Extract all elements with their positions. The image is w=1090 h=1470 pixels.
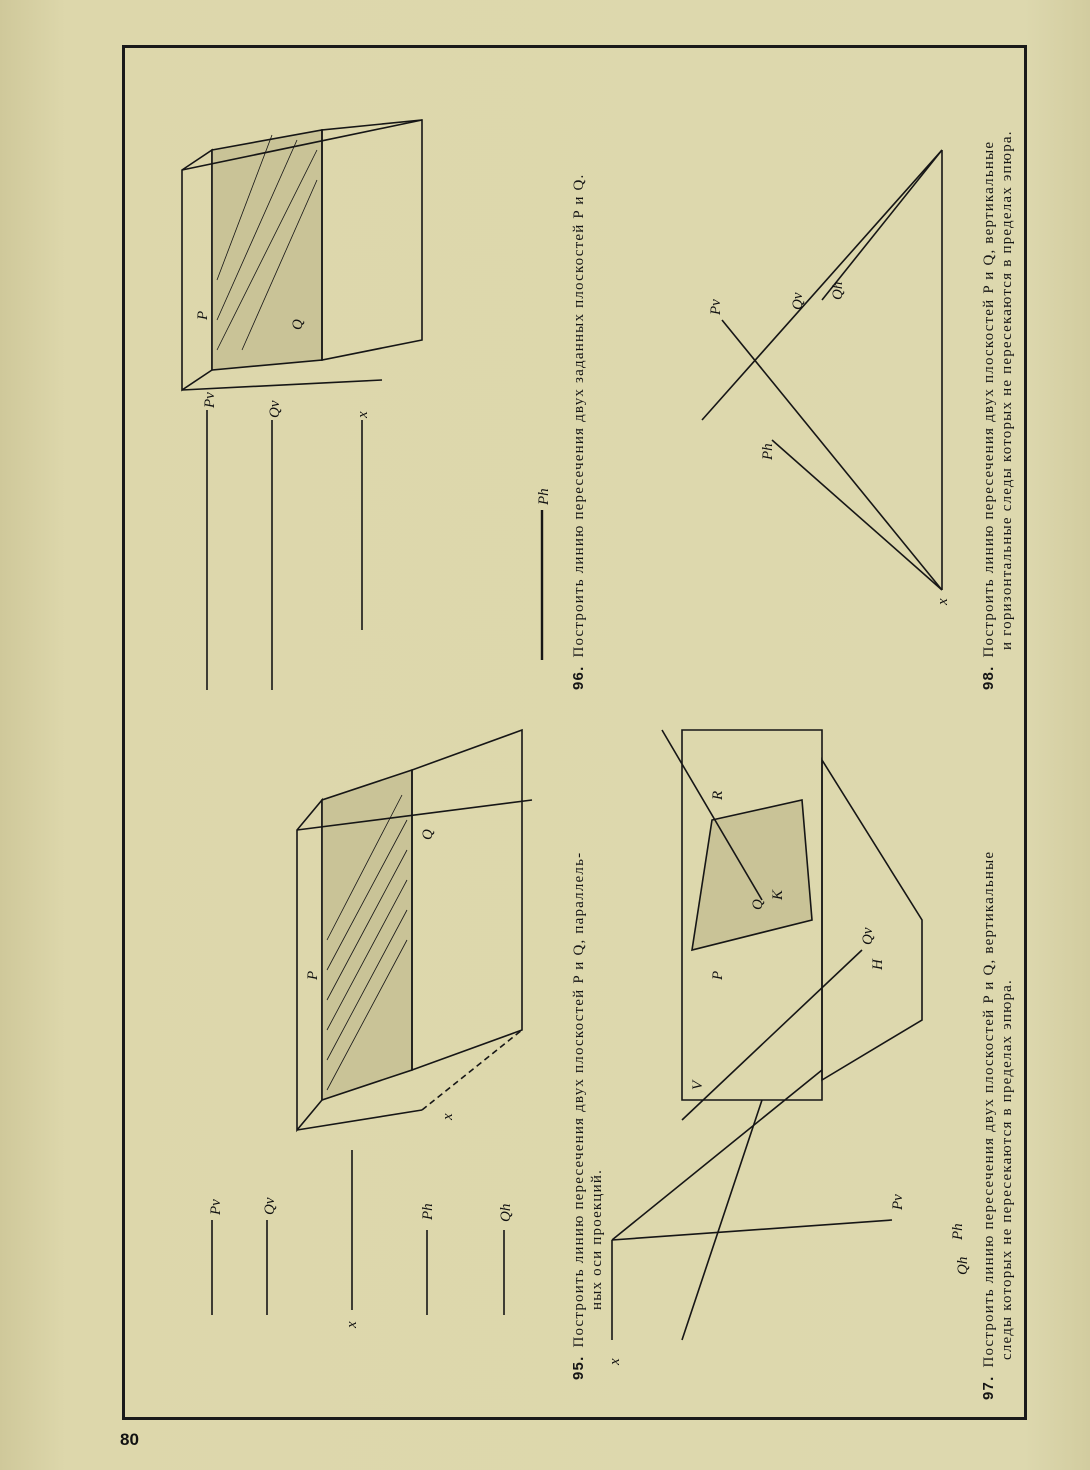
fig98-qv-label: Qv (790, 292, 806, 310)
fig96-x-label: x (355, 411, 371, 418)
fig97-qv-label: Qv (860, 927, 876, 945)
fig97-pv-label: Pv (890, 1194, 906, 1210)
fig96-pv-label: Pv (202, 392, 218, 408)
caption-98-number: 98. (980, 665, 997, 690)
fig95-traces (212, 1150, 504, 1315)
caption-96-line1: Построить линию пересечения двух заданных плоскостей P и Q. (571, 173, 587, 658)
fig96-traces (207, 410, 542, 690)
fig96-p-label: P (195, 310, 211, 320)
fig95-pv-label: Pv (208, 1199, 224, 1215)
fig97-solid (662, 730, 922, 1100)
caption-95-line2: ных оси проекций. (589, 1168, 605, 1310)
caption-97-line1: Построить линию пересечения двух плоскостей P и Q, вертикальные (981, 850, 997, 1368)
caption-98 (980, 130, 1016, 690)
fig97-x-label: x (607, 1358, 623, 1365)
caption-98-line2: и горизонтальные следы которых не пересекаются в пределах эпюра. (999, 130, 1015, 650)
fig97-q-label: Q (750, 899, 766, 910)
caption-95 (570, 852, 606, 1380)
caption-97-line2: следы которых не пересекаются в пределах эпюра. (999, 979, 1015, 1360)
page-number: 80 (120, 1430, 139, 1449)
fig95-x-label: x (344, 1321, 360, 1328)
fig97-qh-label: Qh (955, 1256, 971, 1275)
fig98-epure (702, 150, 942, 590)
caption-97-number: 97. (980, 1375, 997, 1400)
fig97-h-label: H (870, 959, 886, 970)
fig97-epure (612, 950, 892, 1340)
fig97-v-label: V (690, 1080, 706, 1090)
rotated-content (122, 45, 1027, 1420)
caption-97 (980, 851, 1016, 1400)
fig97-p-label: P (710, 970, 726, 980)
fig97-r-label: R (710, 790, 726, 800)
fig95-x2-label: x (440, 1113, 456, 1120)
caption-96 (570, 174, 588, 691)
fig95-ph-label: Ph (420, 1203, 436, 1220)
fig97-ph-label: Ph (950, 1223, 966, 1240)
caption-95-line1: Построить линию пересечения двух плоскостей P и Q, параллель- (571, 851, 587, 1348)
fig98-ph-label: Ph (760, 443, 776, 460)
caption-96-number: 96. (570, 665, 587, 690)
fig96-qv-label: Qv (267, 400, 283, 418)
fig96-q-label: Q (290, 319, 306, 330)
caption-98-line1: Построить линию пересечения двух плоскостей P и Q, вертикальные (981, 140, 997, 658)
fig95-p-label: P (305, 970, 321, 980)
caption-95-number: 95. (570, 1355, 587, 1380)
fig98-pv-label: Pv (708, 299, 724, 315)
fig98-x-label: x (935, 598, 951, 605)
fig96-solid (182, 120, 422, 390)
fig96-ph-label: Ph (536, 488, 552, 505)
fig95-qv-label: Qv (262, 1197, 278, 1215)
fig95-qh-label: Qh (498, 1203, 514, 1222)
fig97-k-label: K (770, 889, 786, 900)
fig98-qh-label: Qh (830, 281, 846, 300)
fig95-q-label: Q (420, 829, 436, 840)
